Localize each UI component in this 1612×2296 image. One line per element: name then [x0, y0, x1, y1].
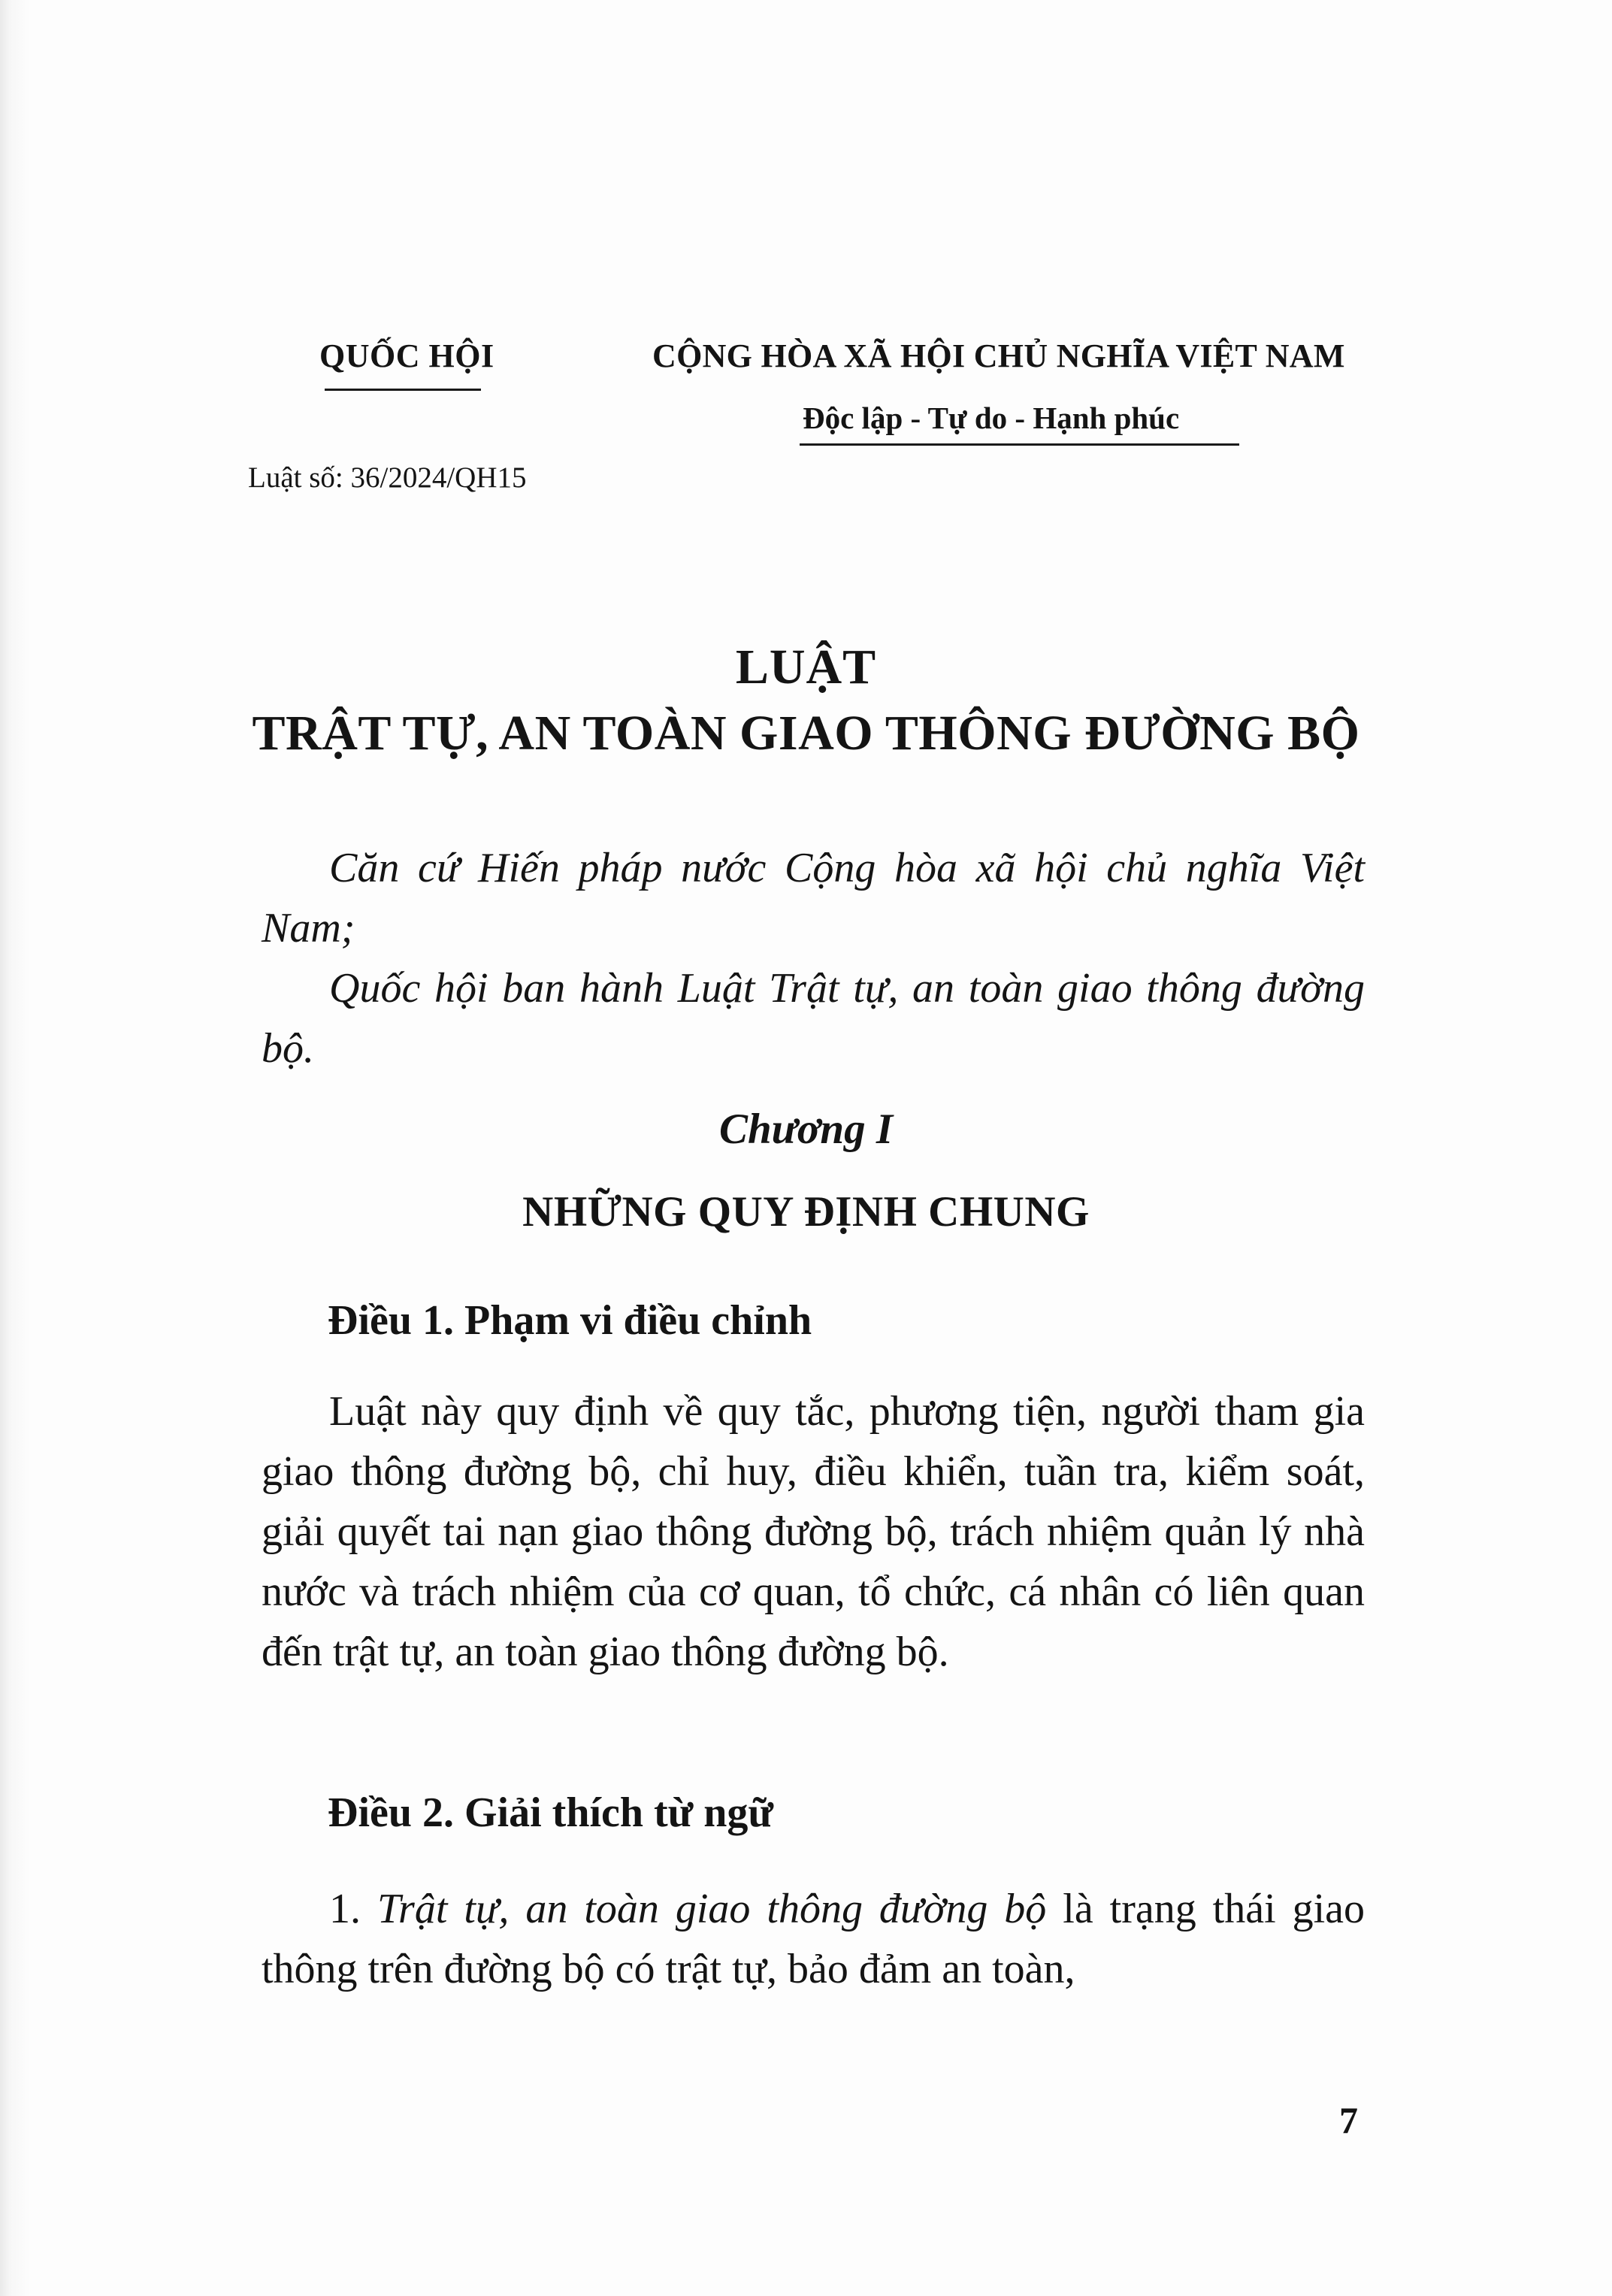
page-number: 7 — [1339, 2099, 1358, 2141]
issuer-name: QUỐC HỘI — [319, 337, 494, 374]
definition-text: là trạng thái giao thông trên đường bộ có trật tự, bảo đảm an toàn, — [262, 1886, 1366, 1992]
country-name: CỘNG HÒA XÃ HỘI CHỦ NGHĨA VIỆT NAM — [652, 337, 1345, 374]
preamble-paragraph: Quốc hội ban hành Luật Trật tự, an toàn giao thông đường bộ. — [262, 965, 1365, 1072]
law-title: TRẬT TỰ, AN TOÀN GIAO THÔNG ĐƯỜNG BỘ — [252, 706, 1360, 761]
law-number: Luật số: 36/2024/QH15 — [248, 461, 527, 494]
chapter-title: NHỮNG QUY ĐỊNH CHUNG — [522, 1188, 1090, 1236]
article-body — [262, 1879, 1365, 1999]
issuer-underline — [325, 389, 481, 391]
motto-underline — [800, 443, 1239, 446]
document-type-title: LUẬT — [735, 640, 877, 694]
item-number: 1. — [329, 1886, 361, 1932]
chapter-number: Chương I — [718, 1106, 894, 1153]
article-heading: Điều 2. Giải thích từ ngữ — [328, 1789, 774, 1836]
article-heading: Điều 1. Phạm vi điều chỉnh — [328, 1297, 812, 1344]
article-body: Luật này quy định về quy tắc, phương tiện, người tham gia giao thông đường bộ, chỉ huy, điều khiển, tuần tra, kiểm soát, giải quyết tai nạn giao thông đường bộ, trách nhiệm quản lý nhà nước và trách nhiệm của cơ quan, tổ chức, cá nhân có liên quan đến trật tự, an toàn giao thông đường bộ. — [262, 1388, 1365, 1675]
national-motto: Độc lập - Tự do - Hạnh phúc — [803, 401, 1180, 435]
defined-term: Trật tự, an toàn giao thông đường bộ — [377, 1886, 1047, 1932]
preamble-paragraph: Căn cứ Hiến pháp nước Cộng hòa xã hội chủ nghĩa Việt Nam; — [262, 845, 1365, 951]
